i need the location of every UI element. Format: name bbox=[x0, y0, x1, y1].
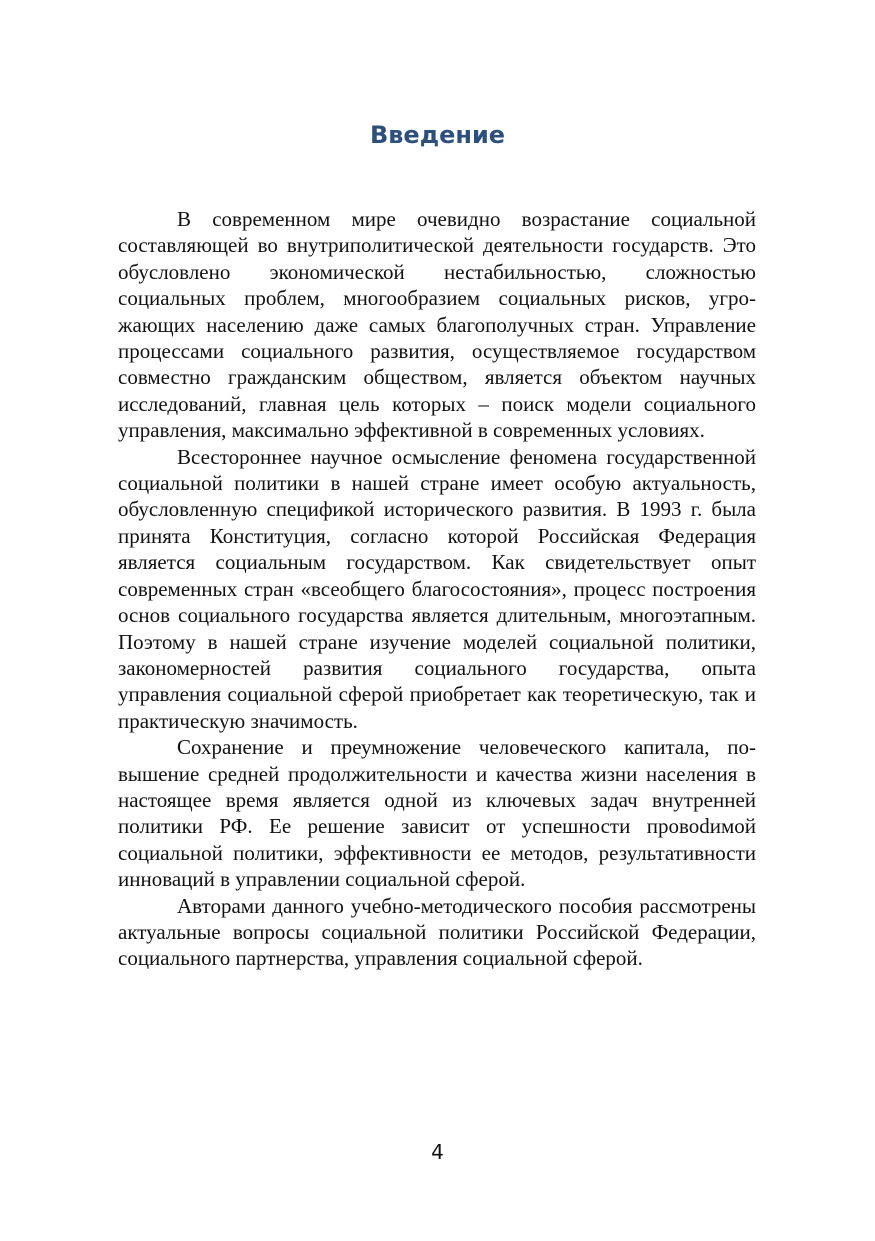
body-text bbox=[118, 206, 756, 972]
page-number: 4 bbox=[431, 1140, 444, 1164]
paragraph-2: Всестороннее научное осмысление феномена государственной социальной политики в нашей стране имеет особую актуальность, обусловленную спецификой исторического развития. В 1993 г. была принята Конституция, согласно которой Российская Федерация является социальным государством. Как свидетельствует опыт современных стран «всеобщего благосостояния», процесс построения основ социального государства является длительным, многоэтапным. Поэтому в нашей стране изучение моделей социальной политики, закономерностей развития социального государства, опыта управления социальной сферой приобретает как теоретическую, так и практическую значимость. bbox=[118, 444, 756, 733]
paragraph-1: В современном мире очевидно возрастание социальной составляющей во внутриполитической деятельности государств. Это обусловлено экономической нестабильностью, сложностью социальных проблем, многообразием социальных рисков, угрожающих населению даже самых благополучных стран. Управление процессами социального развития, осуществляемое государством совместно гражданским обществом, является объектом научных исследований, главная цель которых – поиск модели социального управления, максимально эффективной в современных условиях. bbox=[118, 207, 756, 443]
paragraph-4: Авторами данного учебно-методического пособия рассмотрены актуальные вопросы социальной политики Российской Федерации, социального партнерства, управления социальной сферой. bbox=[118, 893, 756, 971]
page-title: Введение bbox=[369, 121, 506, 149]
paragraph-3: Сохранение и преумножение человеческого капитала, повышение средней продолжительности и качества жизни населения в настоящее время является одной из ключевых задач внутренней политики РФ. Ее решение зависит от успешности провоdимой социальной политики, эффективности ее методов, результативности инноваций в управлении социальной сферой. bbox=[118, 735, 756, 892]
